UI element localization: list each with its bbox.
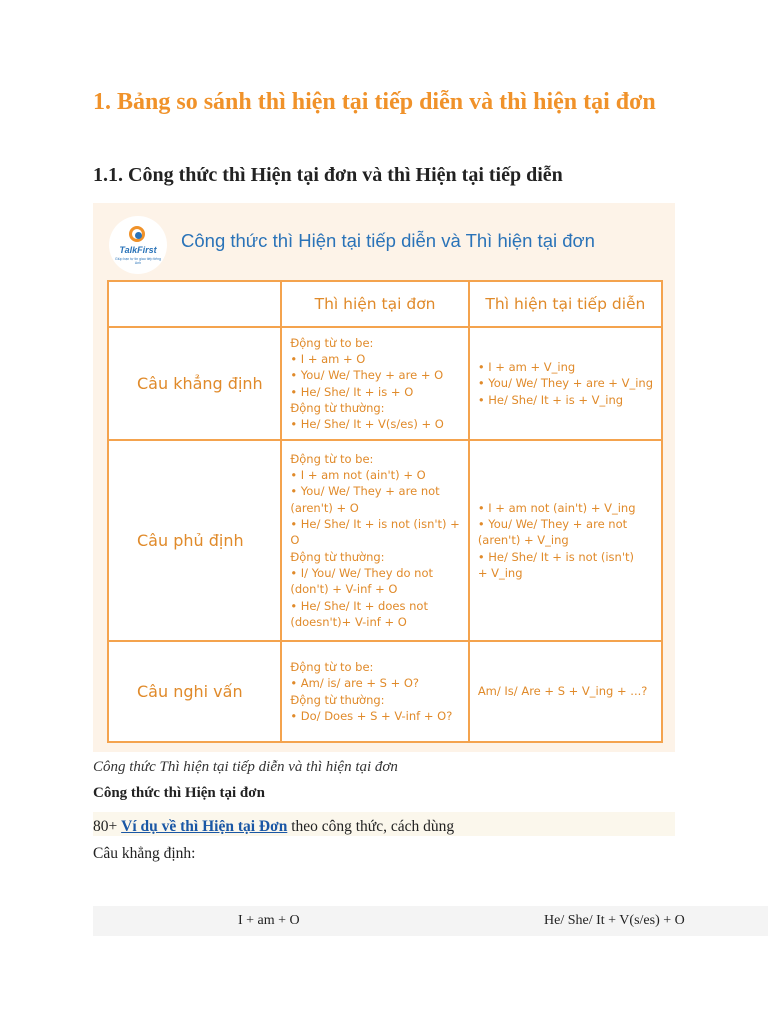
cell-line: + V_ing [477, 565, 523, 580]
cell-line: • Do/ Does + S + V-inf + O? [290, 708, 453, 723]
table-row [108, 641, 662, 742]
figure-caption: Công thức Thì hiện tại tiếp diễn và thì hiện tại đơn [93, 759, 398, 775]
row-label: Câu khẳng định [108, 327, 281, 440]
formula-table [107, 280, 663, 743]
table-header-row [108, 281, 662, 327]
cell-line: • I + am not (ain't) + V_ing [477, 500, 636, 515]
simple-cell [281, 440, 468, 641]
logo-mark-icon [129, 226, 145, 242]
simple-cell [281, 327, 468, 440]
formula-cell: I + am + O [238, 913, 300, 928]
cell-line: • You/ We/ They + are + O [290, 368, 444, 383]
cell-line: Động từ thường: [290, 549, 385, 564]
cell-line: (aren't) + V_ing [477, 533, 569, 548]
cell-line: • You/ We/ They + are not [477, 517, 628, 532]
related-note [93, 812, 675, 836]
cell-line: Động từ to be: [290, 659, 374, 674]
logo-brand: TalkFirst [119, 245, 157, 255]
cell-line: (doesn't)+ V-inf + O [290, 614, 407, 629]
cell-line: • He/ She/ It + is + O [290, 384, 414, 399]
continuous-cell [469, 327, 662, 440]
cell-line: • He/ She/ It + does not [290, 598, 428, 613]
logo-tagline: Giúp bạn tự tin giao tiếp tiếng Anh [115, 257, 161, 265]
note-suffix: theo công thức, cách dùng [287, 818, 455, 835]
continuous-cell [469, 440, 662, 641]
cell-line: Động từ thường: [290, 692, 385, 707]
simple-cell [281, 641, 468, 742]
formula-row [93, 906, 768, 936]
figure-title: Công thức thì Hiện tại tiếp diễn và Thì hiện tại đơn [181, 230, 595, 251]
cell-line: Động từ to be: [290, 451, 374, 466]
cell-line: Động từ thường: [290, 400, 385, 415]
formula-cell: He/ She/ It + V(s/es) + O [544, 913, 685, 928]
section-subheading: Công thức thì Hiện tại đơn [93, 785, 265, 801]
affirmative-label: Câu khẳng định: [93, 845, 196, 862]
cell-line: • I + am + O [290, 351, 366, 366]
header-empty [108, 281, 281, 327]
cell-line: (don't) + V-inf + O [290, 582, 398, 597]
cell-line: • He/ She/ It + V(s/es) + O [290, 417, 444, 432]
formula-figure [93, 203, 675, 752]
cell-line: • You/ We/ They + are not [290, 484, 440, 499]
note-prefix: 80+ [93, 818, 122, 835]
cell-line: Động từ to be: [290, 335, 374, 350]
page-heading-2: 1.1. Công thức thì Hiện tại đơn và thì Hiện tại tiếp diễn [93, 164, 563, 186]
row-label: Câu nghi vấn [108, 641, 281, 742]
cell-line: (aren't) + O [290, 500, 359, 515]
cell-line: • I + am not (ain't) + O [290, 468, 426, 483]
header-present-continuous: Thì hiện tại tiếp diễn [469, 281, 662, 327]
page-heading-1: 1. Bảng so sánh thì hiện tại tiếp diễn và thì hiện tại đơn [93, 89, 656, 115]
cell-line: • You/ We/ They + are + V_ing [477, 376, 653, 391]
continuous-cell [469, 641, 662, 742]
cell-line: • Am/ is/ are + S + O? [290, 676, 420, 691]
row-label: Câu phủ định [108, 440, 281, 641]
table-row [108, 327, 662, 440]
cell-line: • I/ You/ We/ They do not [290, 565, 434, 580]
cell-line: • He/ She/ It + is not (isn't) [477, 549, 634, 564]
table-row [108, 440, 662, 641]
cell-line: • He/ She/ It + is + V_ing [477, 392, 624, 407]
cell-line: Am/ Is/ Are + S + V_ing + ...? [477, 684, 648, 699]
cell-line: • I + am + V_ing [477, 360, 576, 375]
cell-line: O [290, 533, 300, 548]
talkfirst-logo [109, 216, 167, 274]
examples-link[interactable]: Ví dụ về thì Hiện tại Đơn [121, 818, 288, 835]
header-simple-present: Thì hiện tại đơn [281, 281, 468, 327]
cell-line: • He/ She/ It + is not (isn't) + [290, 517, 460, 532]
